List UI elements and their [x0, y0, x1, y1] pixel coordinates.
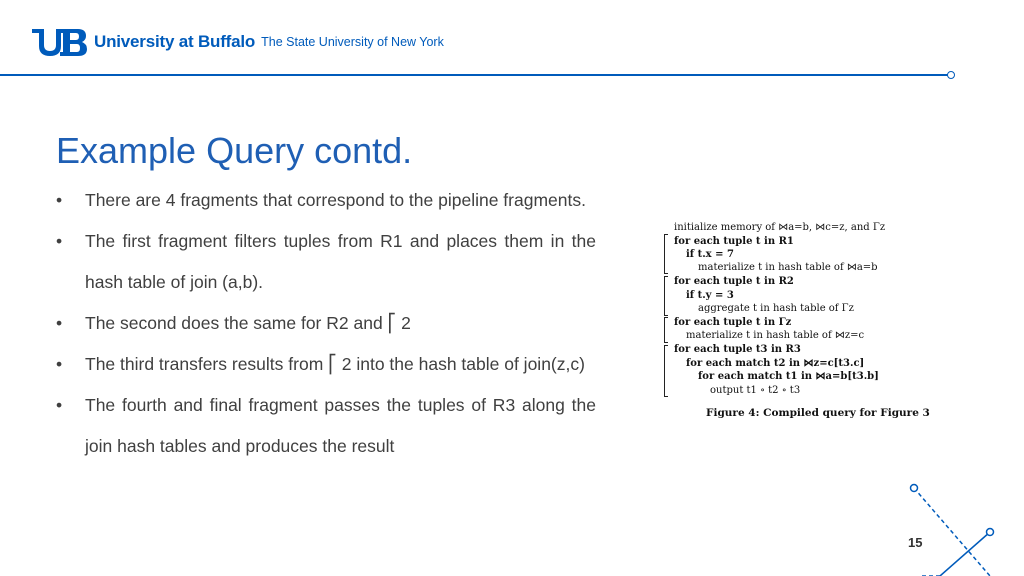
bullet-list [56, 180, 596, 467]
code-line: materialize t in hash table of ⋈z=c [686, 330, 865, 341]
compiled-query-figure [664, 218, 954, 426]
bullet-item: • The third transfers results from ⎡ 2 into the hash table of join(z,c) [56, 344, 596, 385]
header-divider [0, 74, 948, 76]
bullet-item: • The second does the same for R2 and ⎡ 2 [56, 303, 596, 344]
code-line: for each match t1 in ⋈a=b[t3.b] [698, 371, 879, 382]
university-name: University at Buffalo [94, 32, 256, 51]
header-divider-end-dot [947, 71, 955, 79]
code-line: if t.y = 3 [686, 290, 734, 301]
code-line: initialize memory of ⋈a=b, ⋈c=z, and Γz [674, 222, 886, 233]
code-line: aggregate t in hash table of Γz [698, 303, 854, 314]
bullet-item: • The first fragment filters tuples from R1 and places them in the hash table of join (a,b). [56, 221, 596, 303]
code-line: if t.x = 7 [686, 249, 734, 260]
code-line: output t1 ∘ t2 ∘ t3 [710, 385, 801, 396]
fragment-bracket [664, 317, 668, 343]
code-line: for each tuple t in R1 [674, 236, 794, 247]
code-line: for each tuple t3 in R3 [674, 344, 801, 355]
fragment-bracket [664, 276, 668, 316]
code-line: for each tuple t in R2 [674, 276, 794, 287]
slide-title: Example Query contd. [56, 130, 413, 171]
fragment-bracket [664, 345, 668, 397]
figure-caption: Figure 4: Compiled query for Figure 3 [706, 407, 930, 419]
fragment-bracket [664, 234, 668, 274]
decorative-lines-icon [880, 470, 1010, 576]
university-subtitle: The State University of New York [261, 35, 444, 49]
bullet-item: • The fourth and final fragment passes the tuples of R3 along the join hash tables and produces the result [56, 385, 596, 467]
university-logo [30, 26, 444, 58]
code-line: materialize t in hash table of ⋈a=b [698, 262, 878, 273]
ub-monogram-icon [30, 27, 88, 57]
page-number: 15 [908, 535, 923, 550]
code-line: for each tuple t in Γz [674, 317, 792, 328]
bullet-item: • There are 4 fragments that correspond to the pipeline fragments. [56, 180, 596, 221]
code-line: for each match t2 in ⋈z=c[t3.c] [686, 358, 865, 369]
